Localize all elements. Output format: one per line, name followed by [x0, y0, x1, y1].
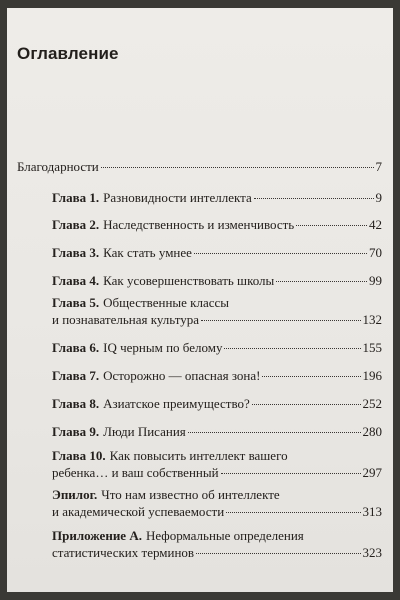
- leader-dots: [101, 167, 374, 168]
- leader-dots: [262, 376, 360, 377]
- toc-entry-page: 280: [362, 424, 382, 439]
- toc-entry-title: Разновидности интеллекта: [103, 190, 252, 205]
- toc-entry-title: Как усовершенствовать школы: [103, 273, 275, 288]
- toc-entry-chapter-6[interactable]: [17, 339, 382, 356]
- toc-entry-label: Приложение А.: [52, 528, 142, 543]
- toc-entry-title: Люди Писания: [103, 424, 186, 439]
- toc-entry-chapter-3[interactable]: [17, 244, 382, 261]
- toc-entry-page: 313: [362, 504, 382, 519]
- leader-dots: [221, 473, 361, 474]
- page-title: Оглавление: [17, 44, 119, 63]
- toc-entry-label: Эпилог.: [52, 487, 98, 502]
- toc-entry-page: 323: [362, 545, 382, 560]
- toc-entry-title: и академической успеваемости: [52, 504, 225, 519]
- leader-dots: [194, 253, 367, 254]
- toc-entry-page: 99: [369, 273, 382, 288]
- leader-dots: [252, 404, 361, 405]
- toc-entry-epilogue[interactable]: [17, 486, 382, 520]
- toc-entry-title-line1: Что нам известно об интеллекте: [101, 487, 280, 502]
- leader-dots: [188, 432, 361, 433]
- toc-entry-page: 132: [362, 312, 382, 327]
- toc-entry-chapter-8[interactable]: [17, 395, 382, 412]
- toc-entry-title-line1: Как повысить интеллект вашего: [109, 448, 288, 463]
- toc-entry-label: Глава 5.: [52, 295, 100, 310]
- leader-dots: [224, 348, 360, 349]
- toc-entry-title: Как стать умнее: [103, 245, 192, 260]
- toc-entry-title: Осторожно — опасная зона!: [103, 368, 261, 383]
- leader-dots: [254, 198, 374, 199]
- toc-entry-title: Наследственность и изменчивость: [103, 217, 295, 232]
- toc-entry-label: Глава 4.: [52, 273, 100, 288]
- toc-entry-label: Глава 6.: [52, 340, 100, 355]
- toc-entry-title: и познавательная культура: [52, 312, 200, 327]
- toc-entry-chapter-4[interactable]: [17, 272, 382, 289]
- toc-entry-chapter-10[interactable]: [17, 447, 382, 481]
- toc-entry-appendix-a[interactable]: [17, 527, 382, 561]
- toc-entry-page: 155: [362, 340, 382, 355]
- toc-entry-label: Глава 1.: [52, 190, 100, 205]
- leader-dots: [276, 281, 367, 282]
- toc-entry-label: Глава 7.: [52, 368, 100, 383]
- toc-entry-label: Глава 2.: [52, 217, 100, 232]
- toc-entry-page: 252: [362, 396, 382, 411]
- book-page: [7, 8, 393, 592]
- toc-entry-title-line1: Общественные классы: [103, 295, 230, 310]
- toc-entry-chapter-9[interactable]: [17, 423, 382, 440]
- toc-entry-title: IQ черным по белому: [103, 340, 223, 355]
- toc-entry-chapter-5[interactable]: [17, 294, 382, 328]
- leader-dots: [201, 320, 360, 321]
- toc-entry-title: ребенка… и ваш собственный: [52, 465, 219, 480]
- toc-entry-label: Глава 9.: [52, 424, 100, 439]
- toc-entry-page: 9: [375, 190, 382, 205]
- toc-entry-page: 196: [362, 368, 382, 383]
- toc-entry-title: Благодарности: [17, 159, 99, 174]
- toc-entry-acknowledgements[interactable]: [17, 158, 382, 175]
- toc-entry-page: 42: [369, 217, 382, 232]
- toc-entry-page: 70: [369, 245, 382, 260]
- leader-dots: [296, 225, 367, 226]
- toc-entry-label: Глава 10.: [52, 448, 106, 463]
- toc-entry-title: Азиатское преимущество?: [103, 396, 250, 411]
- leader-dots: [196, 553, 360, 554]
- toc-entry-page: 7: [375, 159, 382, 174]
- leader-dots: [226, 512, 360, 513]
- toc-entry-label: Глава 8.: [52, 396, 100, 411]
- toc-entry-title-line1: Неформальные определения: [145, 528, 304, 543]
- toc-entry-chapter-7[interactable]: [17, 367, 382, 384]
- toc-entry-chapter-1[interactable]: [17, 189, 382, 206]
- toc-entry-page: 297: [362, 465, 382, 480]
- toc-entry-chapter-2[interactable]: [17, 216, 382, 233]
- toc-entry-title: статистических терминов: [52, 545, 195, 560]
- toc-entry-label: Глава 3.: [52, 245, 100, 260]
